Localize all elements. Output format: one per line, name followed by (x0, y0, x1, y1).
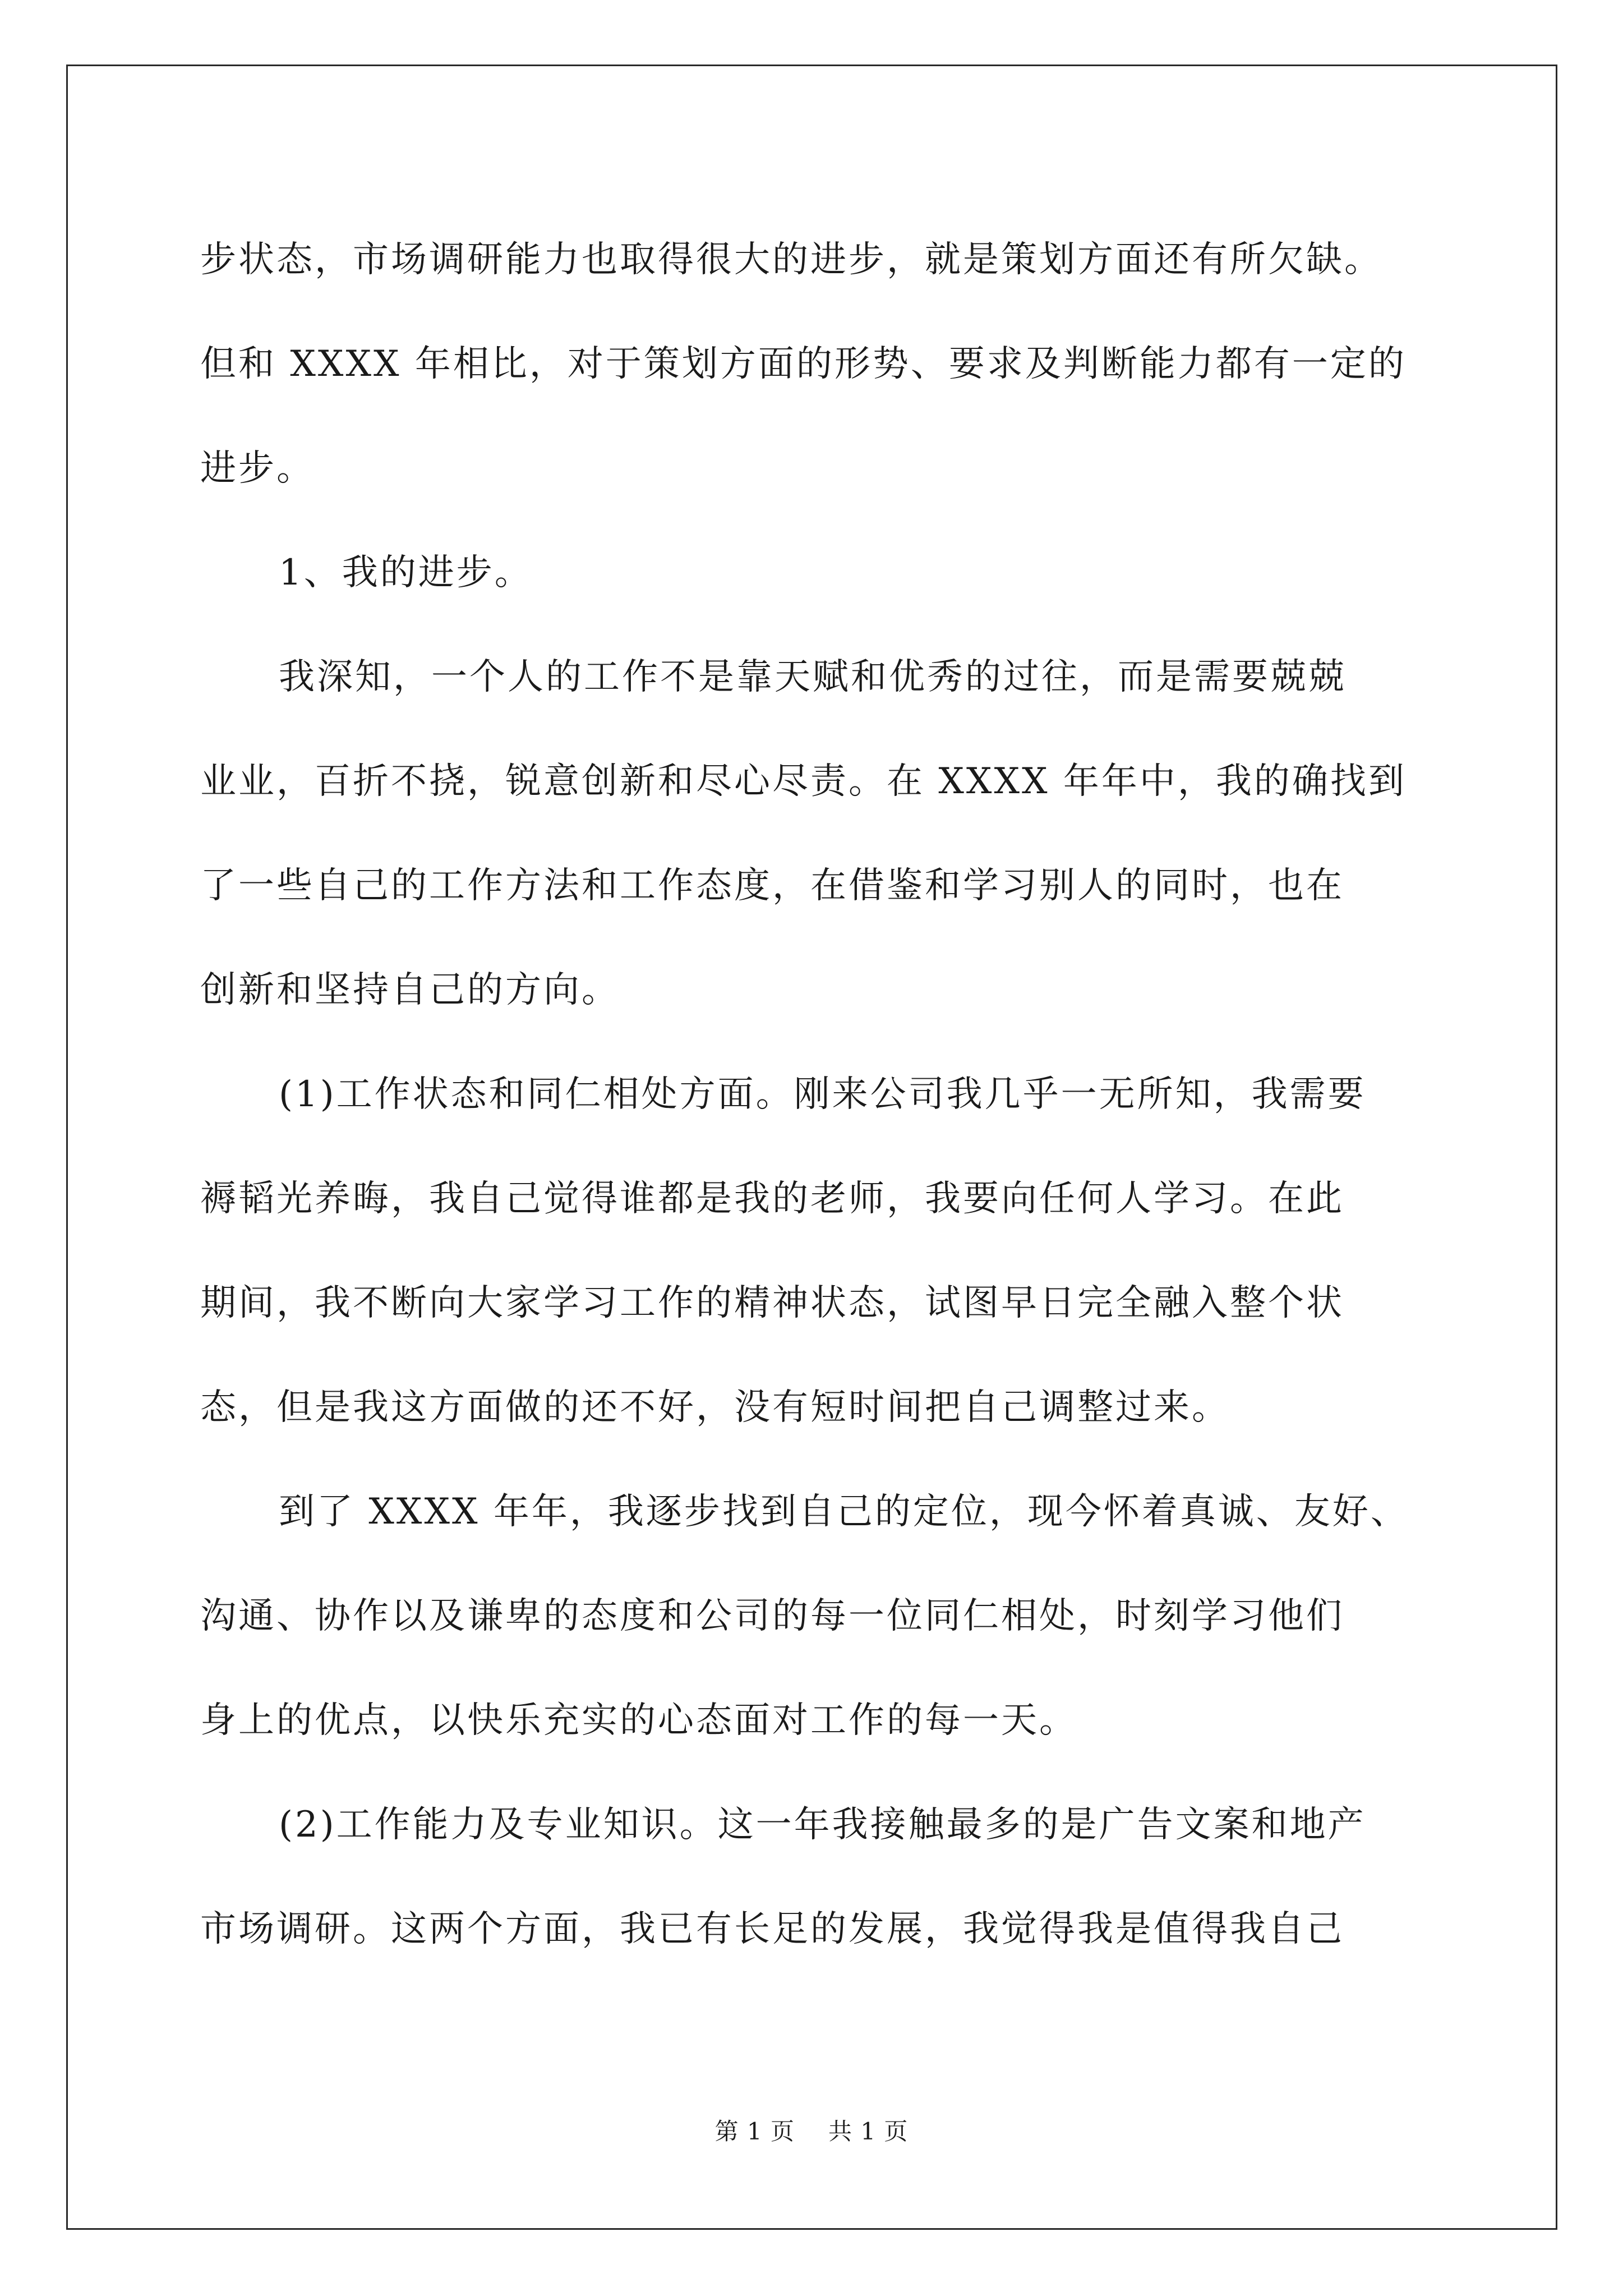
page-total: 共 1 页 (828, 2118, 909, 2145)
text-line: 身上的优点，以快乐充实的心态面对工作的每一天。 (200, 1700, 1077, 1741)
text-line: 态，但是我这方面做的还不好，没有短时间把自己调整过来。 (200, 1387, 1230, 1428)
text-line: 了一些自己的工作方法和工作态度，在借鉴和学习别人的同时，也在 (200, 865, 1344, 907)
page-number: 第 1 页 (714, 2118, 795, 2145)
paragraph-start-line: 我深知，一个人的工作不是靠天赋和优秀的过往，而是需要兢兢 (279, 656, 1347, 698)
paragraph-start-line: (2)工作能力及专业知识。这一年我接触最多的是广告文案和地产 (279, 1804, 1366, 1846)
text-line: 但和 XXXX 年相比，对于策划方面的形势、要求及判断能力都有一定的 (200, 343, 1407, 385)
text-line: 创新和坚持自己的方向。 (200, 969, 620, 1011)
paragraph-start-line: 到了 XXXX 年年，我逐步找到自己的定位，现今怀着真诚、友好、 (279, 1491, 1409, 1533)
document-body (200, 208, 1434, 1981)
text-line: 褥韬光养晦，我自己觉得谁都是我的老师，我要向任何人学习。在此 (200, 1178, 1344, 1220)
text-line: 市场调研。这两个方面，我已有长足的发展，我觉得我是值得我自己 (200, 1908, 1344, 1950)
text-line: 业业，百折不挠，锐意创新和尽心尽责。在 XXXX 年年中，我的确找到 (200, 761, 1407, 802)
paragraph-start-line: (1)工作状态和同仁相处方面。刚来公司我几乎一无所知，我需要 (279, 1074, 1366, 1115)
text-line: 进步。 (200, 448, 315, 489)
page-footer (0, 2115, 1623, 2148)
section-heading: 1、我的进步。 (279, 552, 533, 593)
text-line: 期间，我不断向大家学习工作的精神状态，试图早日完全融入整个状 (200, 1282, 1344, 1324)
text-line: 步状态，市场调研能力也取得很大的进步，就是策划方面还有所欠缺。 (200, 239, 1382, 280)
text-line: 沟通、协作以及谦卑的态度和公司的每一位同仁相处，时刻学习他们 (200, 1595, 1344, 1637)
